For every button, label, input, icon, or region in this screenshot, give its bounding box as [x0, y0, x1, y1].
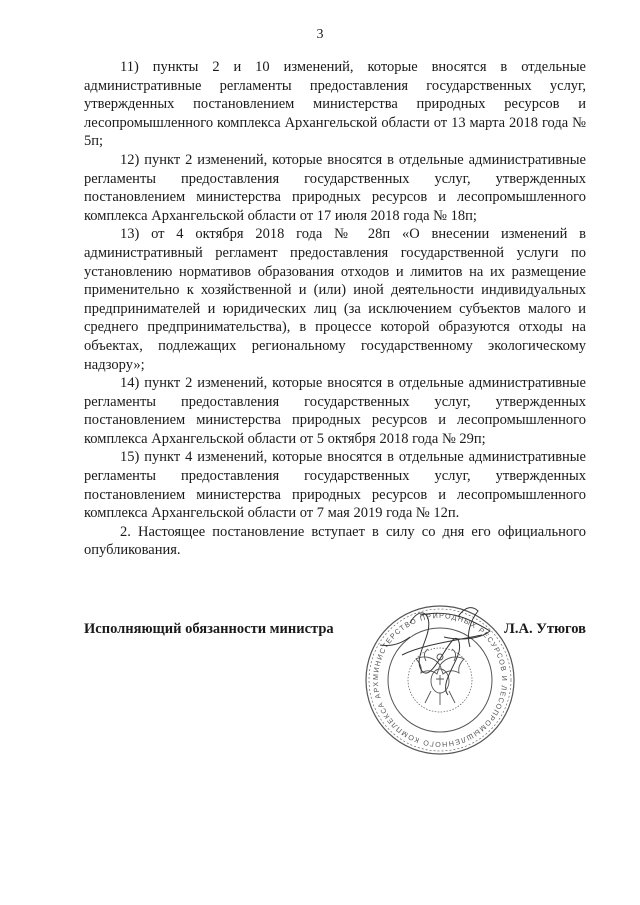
list-item-15: 15) пункт 4 изменений, которые вносятся в отдельные административные регламенты предоставления государственных услуг, утвержденных постановлением министерства природных ресурсов и лесопромышленного комплекса Архангельской области от 7 мая 2019 года № 12п.: [84, 449, 586, 522]
official-seal-icon: [336, 588, 540, 765]
signer-position: Исполняющий обязанности министра: [84, 621, 334, 637]
seal-ring-text: МИНИСТЕРСТВО ПРИРОДНЫХ РЕСУРСОВ И ЛЕСОПРОМЫШЛЕННОГО КОМПЛЕКСА АРХАНГЕЛЬСКОЙ ОБЛАСТИ: [336, 588, 510, 750]
list-item-14: 14) пункт 2 изменений, которые вносятся в отдельные административные регламенты предоставления государственных услуг, утвержденных постановлением министерства природных ресурсов и лесопромышленного комплекса Архангельской области от 5 октября 2018 года № 29п;: [84, 375, 586, 447]
effective-date-clause: 2. Настоящее постановление вступает в силу со дня его официального опубликования.: [84, 523, 586, 559]
page-number: 3: [316, 27, 324, 42]
signer-name: Л.А. Утюгов: [504, 621, 586, 637]
document-body: [84, 58, 586, 560]
list-item-13: 13) от 4 октября 2018 года № 28п «О внесении изменений в административный регламент предоставления государственной услуги по установлению нормативов образования отходов и лимитов на их размещение применительно к хозяйственной и (или) иной деятельности индивидуальных предпринимателей и юридических лиц (за исключением субъектов малого и среднего предпринимательства), в процессе которой образуются отходы на объектах, подлежащих региональному государственному экологическому надзору»;: [84, 226, 586, 373]
list-item-11: 11) пункты 2 и 10 изменений, которые вносятся в отдельные административные регламенты предоставления государственных услуг, утвержденных постановлением министерства природных ресурсов и лесопромышленного комплекса Архангельской области от 13 марта 2018 года № 5п;: [84, 59, 586, 150]
list-item-12: 12) пункт 2 изменений, которые вносятся в отдельные административные регламенты предоставления государственных услуг, утвержденных постановлением министерства природных ресурсов и лесопромышленного комплекса Архангельской области от 17 июля 2018 года № 18п;: [84, 151, 586, 224]
